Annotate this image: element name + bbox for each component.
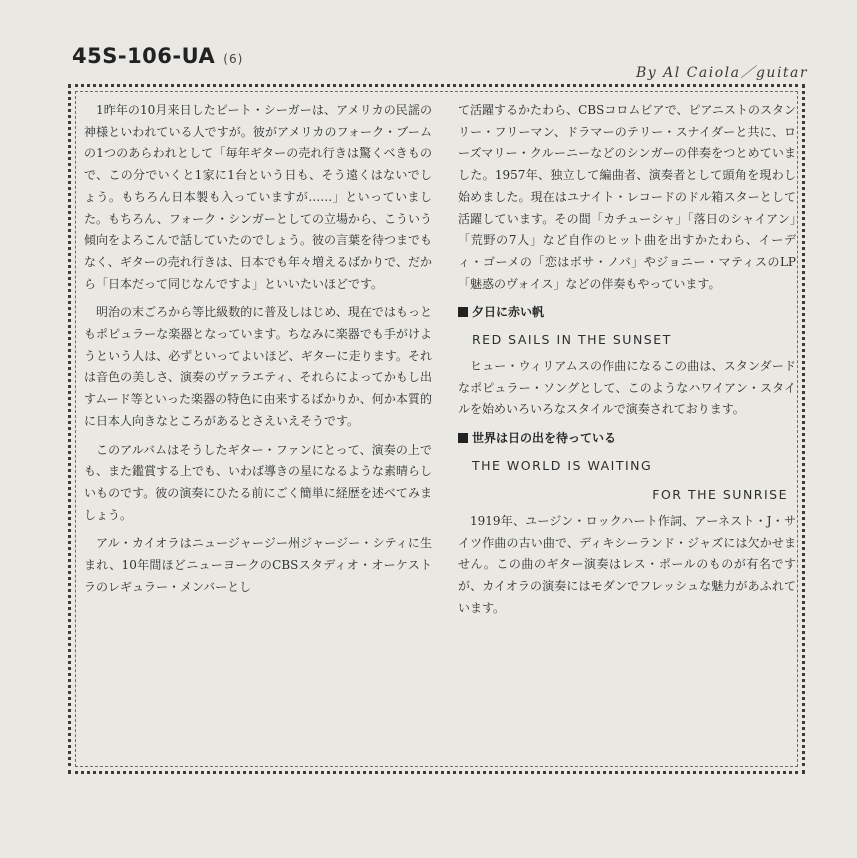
section-heading-text: 夕日に赤い帆 xyxy=(472,305,545,320)
catalog-number-text: 45S-106-UA xyxy=(72,44,216,68)
black-square-icon xyxy=(458,307,468,317)
paragraph-1: 1昨年の10月来日したピート・シーガーは、アメリカの民謡の神様といわれている人ですが。彼がアメリカのフォーク・ブームの1つのあらわれとして「毎年ギターの売れ行きは驚くべきもので、この分でいくと1家に1台という日も、そう遠くはないでしょう。もちろん日本製も入っていますが……」といっていました。もちろん、フォーク・シンガーとしての立場から、こういう傾向をよろこんで話していたのでしょう。彼の言葉を待つまでもなく、ギターの売れ行きは、日本でも年々増えるばかりで、だから「日本だって同じなんですよ」といいたいほどです。 xyxy=(84,103,433,291)
english-title-world-waiting-2: FOR THE SUNRISE xyxy=(652,486,788,502)
paragraph-continued: て活躍するかたわら、CBSコロムビアで、ピアニストのスタンリー・フリーマン、ドラマーのテリー・スナイダーと共に、ローズマリー・クルーニーなどのシンガーの伴奏をつとめていました。1957年、独立して編曲者、演奏者として頭角を現わし始めました。現在はユナイト・レコードのドル箱スターとして活躍しています。その間「カチューシャ」「落日のシャイアン」「荒野の7人」など自作のヒット曲を出すかたわら、イーディ・ゴーメの「恋はボサ・ノバ」やジョニー・マティスのLP「魅惑のヴォイス」などの伴奏もやっています。 xyxy=(458,103,796,291)
english-title-red-sails: RED SAILS IN THE SUNSET xyxy=(472,332,672,348)
catalog-number xyxy=(72,44,243,68)
black-square-icon xyxy=(458,433,468,443)
paragraph-4: アル・カイオラはニュージャージー州ジャージー・シティに生まれ、10年間ほどニューヨークのCBSスタディオ・オーケストラのレギュラー・メンバーとし xyxy=(84,536,432,594)
paragraph-3: このアルバムはそうしたギター・ファンにとって、演奏の上でも、また鑑賞する上でも、いわば導きの星になるような素晴らしいものです。彼の演奏にひたる前にごく簡単に経歴を述べてみましょう。 xyxy=(84,442,433,522)
section-heading-text: 世界は日の出を待っている xyxy=(472,431,617,446)
english-title-world-waiting-1: THE WORLD IS WAITING xyxy=(472,457,653,473)
section-text-red-sails: ヒュー・ウィリアムスの作曲になるこの曲は、スタンダードなポピュラー・ソングとして、このようなハワイアン・スタイルを始めいろいろなスタイルで演奏されております。 xyxy=(458,359,796,417)
right-column xyxy=(458,100,796,626)
section-heading-red-sails xyxy=(458,302,796,324)
left-column xyxy=(84,100,432,605)
section-heading-world-waiting xyxy=(458,428,796,450)
artist-byline: By Al Caiola／guitar xyxy=(636,65,809,81)
section-text-world-waiting: 1919年、ユージン・ロックハート作詞、アーネスト・J・サイツ作曲の古い曲で、ディキシーランド・ジャズには欠かせません。この曲のギター演奏はレス・ポールのものが有名ですが、カイオラの演奏にはモダンでフレッシュな魅力があふれています。 xyxy=(458,513,796,615)
catalog-sub: (6) xyxy=(223,52,244,66)
paragraph-2: 明治の末ごろから等比級数的に普及しはじめ、現在ではもっともポピュラーな楽器となっています。ちなみに楽器でも手がけようという人は、必ずといってよいほど、ギターに走ります。それは音色の美しさ、演奏のヴァラエティ、それらによってかもし出すムード等といった楽器の特色に由来するばかりか、何か本質的に日本人向きなところがあるとさえいえそうです。 xyxy=(84,305,432,428)
